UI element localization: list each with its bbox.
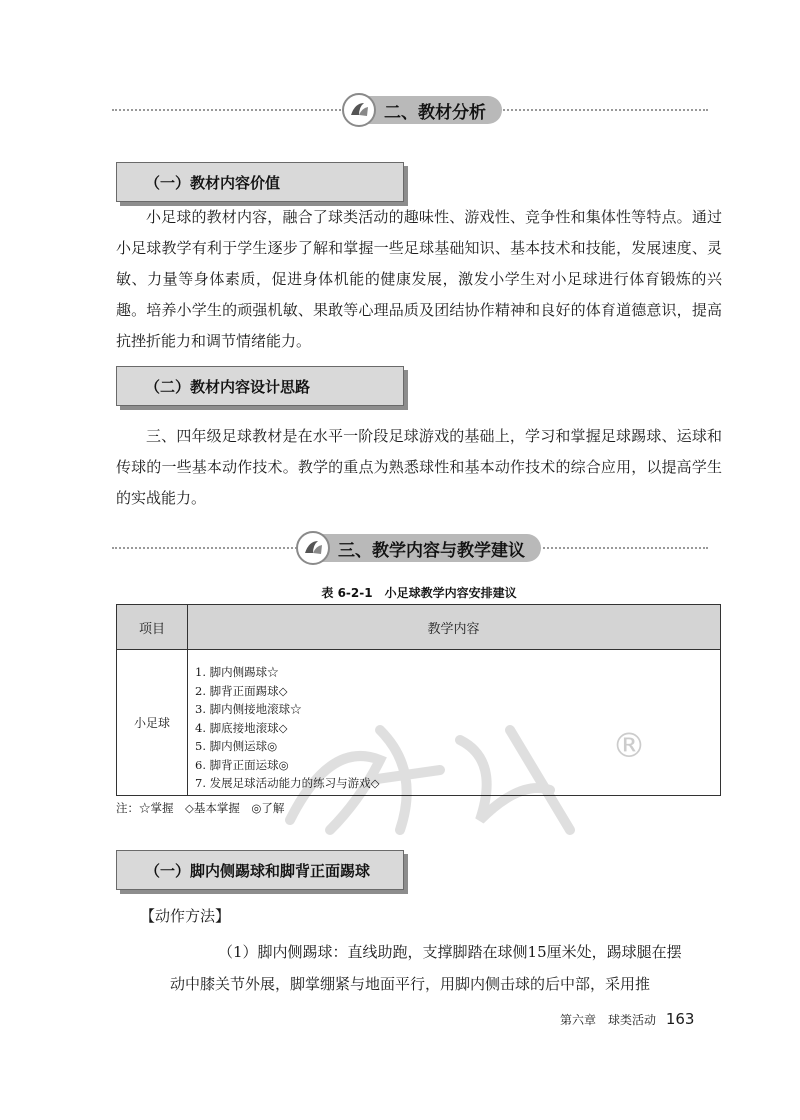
section-title: 二、教材分析 xyxy=(384,102,486,123)
paragraph-design-idea: 三、四年级足球教材是在水平一阶段足球游戏的基础上，学习和掌握足球踢球、运球和传球的一些基本动作技术。教学的重点为熟悉球性和基本动作技术的综合应用，以提高学生的实战能力。 xyxy=(116,427,722,507)
action-line: 动中膝关节外展，脚掌绷紧与地面平行，用脚内侧击球的后中部，采用推 xyxy=(170,975,651,993)
subheading-kicking xyxy=(116,850,404,890)
table-item: 4. 脚底接地滚球◇ xyxy=(195,720,288,735)
section-header-analysis xyxy=(112,90,708,130)
table-item-list xyxy=(195,663,379,793)
section-header-teaching xyxy=(112,528,708,568)
page-number: 163 xyxy=(665,1010,695,1028)
section-pill xyxy=(298,534,541,562)
section-title: 三、教学内容与教学建议 xyxy=(338,540,525,561)
action-line: （1）脚内侧踢球：直线助跑，支撑脚踏在球侧15厘米处，踢球腿在摆 xyxy=(218,943,682,961)
subheading-text: （一）脚内侧踢球和脚背正面踢球 xyxy=(145,861,371,880)
action-method-text xyxy=(170,936,722,1000)
subheading-text: （一）教材内容价值 xyxy=(145,173,281,192)
paragraph-content-value: 小足球的教材内容，融合了球类活动的趣味性、游戏性、竞争性和集体性等特点。通过小足球教学有利于学生逐步了解和掌握一些足球基础知识、基本技术和技能，发展速度、灵敏、力量等身体素质，促进身体机能的健康发展，激发小学生对小足球进行体育锻炼的兴趣。培养小学生的顽强机敏、果敢等心理品质及团结协作精神和良好的体育道德意识，提高抗挫折能力和调节情绪能力。 xyxy=(116,208,722,350)
table-row-label: 小足球 xyxy=(133,715,170,730)
content-table xyxy=(116,604,721,796)
book-icon xyxy=(342,93,376,127)
table-item: 3. 脚内侧接地滚球☆ xyxy=(195,702,302,716)
table-header-content: 教学内容 xyxy=(427,621,480,637)
table-item: 2. 脚背正面踢球◇ xyxy=(195,683,288,698)
table-item: 5. 脚内侧运球◎ xyxy=(195,739,278,753)
subheading-design-idea xyxy=(116,366,404,406)
table-note: 注：☆掌握 ◇基本掌握 ◎了解 xyxy=(116,801,285,815)
chapter-title: 第六章 球类活动 xyxy=(560,1013,657,1027)
registered-mark: ® xyxy=(612,726,646,766)
book-icon xyxy=(296,531,330,565)
table-caption: 表 6-2-1 小足球教学内容安排建议 xyxy=(321,586,517,600)
subheading-text: （二）教材内容设计思路 xyxy=(145,377,311,396)
table-item: 1. 脚内侧踢球☆ xyxy=(195,665,279,679)
table-item: 7. 发展足球活动能力的练习与游戏◇ xyxy=(195,776,380,790)
table-item: 6. 脚背正面运球◎ xyxy=(195,757,289,772)
action-method-label: 【动作方法】 xyxy=(140,907,231,925)
section-pill xyxy=(344,96,502,124)
table-header-item: 项目 xyxy=(138,621,165,637)
page-footer xyxy=(560,1010,694,1028)
subheading-content-value xyxy=(116,162,404,202)
